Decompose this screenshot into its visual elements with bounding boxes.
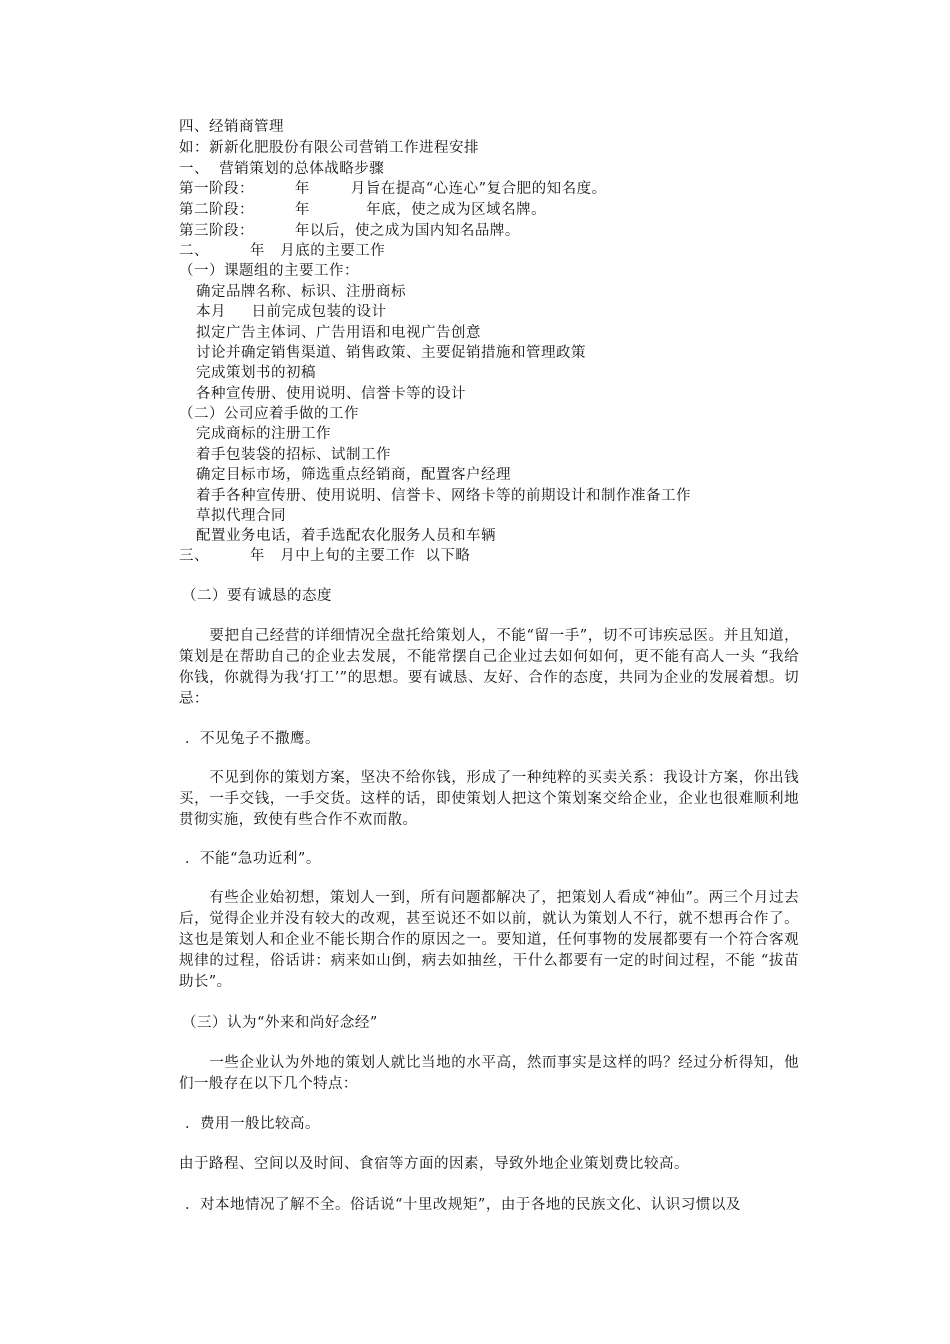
- bullet-point: ．不能“急功近利”。: [185, 851, 321, 867]
- section-heading: 四、经销商管理: [179, 119, 284, 135]
- paragraph-text: 一些企业认为外地的策划人就比当地的水平高，然而事实是这样的吗？经过分析得知，他们一般存在以下几个特点：: [179, 1055, 799, 1092]
- bullet-point: ．不见兔子不撒鹰。: [185, 731, 320, 747]
- stage-line: 第二阶段： 年 年底，使之成为区域名牌。: [179, 202, 547, 218]
- stage-line: 第三阶段： 年以后，使之成为国内知名品牌。: [179, 223, 520, 239]
- list-item: 完成商标的注册工作: [196, 426, 331, 442]
- paragraph: 由于路程、空间以及时间、食宿等方面的因素，导致外地企业策划费比较高。: [179, 1156, 689, 1172]
- paragraph: [179, 888, 799, 993]
- bullet-point: ．费用一般比较高。: [185, 1116, 320, 1132]
- paragraph-text: 有些企业始初想，策划人一到，所有问题都解决了，把策划人看成“神仙”。两三个月过去后，觉得企业并没有较大的改观，甚至说还不如以前，就认为策划人不行，就不想再合作了。这也是策划人和企业不能长期合作的原因之一。要知道，任何事物的发展都要有一个符合客观规律的过程，俗话讲：病来如山倒，病去如抽丝，干什么都要有一定的时间过程，不能 “拔苗助长”。: [179, 890, 799, 990]
- paragraph-text: 要把自己经营的详细情况全盘托给策划人，不能“留一手”，切不可讳疾忌医。并且知道，策划是在帮助自己的企业去发展，不能常摆自己企业过去如何如何，更不能有高人一头 “我给你钱，你就得为我‘打工’”的思想。要有诚恳、友好、合作的态度，共同为企业的发展着想。切忌：: [179, 628, 799, 707]
- bullet-point: ．对本地情况了解不全。俗话说“十里改规矩”，由于各地的民族文化、认识习惯以及: [185, 1197, 741, 1213]
- list-item: 本月 日前完成包装的设计: [196, 304, 387, 320]
- list-item: 着手包装袋的招标、试制工作: [196, 447, 391, 463]
- stage-line: 第一阶段： 年 月旨在提高“心连心”复合肥的知名度。: [179, 181, 607, 197]
- list-item: 确定目标市场，筛选重点经销商，配置客户经理: [196, 467, 511, 483]
- subsection-title: （二）要有诚恳的态度: [182, 588, 332, 604]
- list-item: 配置业务电话，着手选配农化服务人员和车辆: [196, 528, 496, 544]
- subsection-title: （一）课题组的主要工作：: [179, 263, 359, 279]
- paragraph: [179, 626, 799, 710]
- list-item: 各种宣传册、使用说明、信誉卡等的设计: [196, 386, 466, 402]
- example-title: 如：新新化肥股份有限公司营销工作进程安排: [179, 140, 479, 156]
- section-title: 二、 年 月底的主要工作: [179, 243, 386, 259]
- paragraph: [179, 1053, 799, 1095]
- list-item: 讨论并确定销售渠道、销售政策、主要促销措施和管理政策: [196, 345, 586, 361]
- section-title: 一、 营销策划的总体战略步骤: [179, 161, 385, 177]
- list-item: 确定品牌名称、标识、注册商标: [196, 284, 406, 300]
- section-title: 三、 年 月中上旬的主要工作 以下略: [179, 548, 471, 564]
- list-item: 草拟代理合同: [196, 508, 286, 524]
- paragraph-text: 不见到你的策划方案，坚决不给你钱，形成了一种纯粹的买卖关系：我设计方案，你出钱买，一手交钱，一手交货。这样的话，即使策划人把这个策划案交给企业，企业也很难顺利地贯彻实施，致使有些合作不欢而散。: [179, 770, 799, 828]
- subsection-title: （三）认为“外来和尚好念经”: [182, 1015, 378, 1031]
- list-item: 着手各种宣传册、使用说明、信誉卡、网络卡等的前期设计和制作准备工作: [196, 488, 691, 504]
- subsection-title: （二）公司应着手做的工作: [179, 406, 359, 422]
- list-item: 完成策划书的初稿: [196, 365, 316, 381]
- paragraph: [179, 768, 799, 831]
- list-item: 拟定广告主体词、广告用语和电视广告创意: [196, 325, 481, 341]
